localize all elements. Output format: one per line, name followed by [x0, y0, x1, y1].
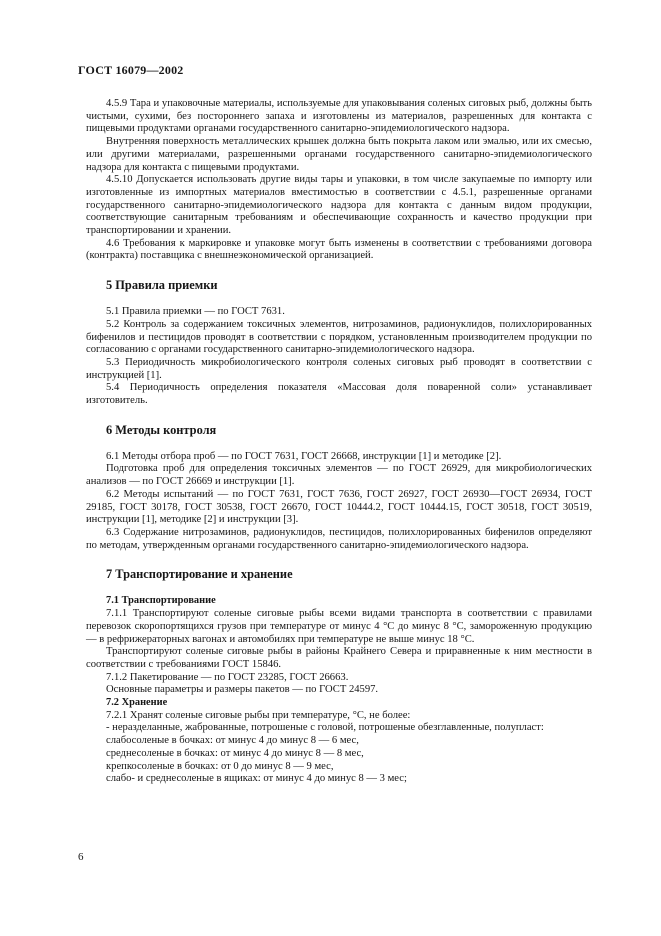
paragraph-5-3: 5.3 Периодичность микробиологического контроля соленых сиговых рыб проводят в соответствии с инструкцией [1].	[86, 356, 592, 381]
list-item: крепкосоленые в бочках: от 0 до минус 8 — 9 мес,	[106, 760, 334, 772]
paragraph-4-5-10: 4.5.10 Допускается использовать другие виды тары и упаковки, в том числе закупаемые по импорту или изготовленные из импортных материалов вместимостью в соответствии с 4.5.1, разрешенные органами государственного санитарно-эпидемиологического надзора для контакта с данным видом продукции, соответствующие санитарным требованиям и обеспечивающие сохранность и качество продукции при транспортировании и хранении.	[86, 174, 592, 237]
paragraph-fish-types: - неразделанные, жаброванные, потрошеные с головой, потрошеные обезглавленные, полупласт:	[106, 722, 544, 734]
page-number: 6	[78, 851, 84, 863]
paragraph-6-1: 6.1 Методы отбора проб — по ГОСТ 7631, ГОСТ 26668, инструкции [1] и методике [2].	[106, 450, 502, 462]
paragraph-5-4: 5.4 Периодичность определения показателя «Массовая доля поваренной соли» устанавливает изготовитель.	[86, 382, 592, 407]
section-5-title: 5 Правила приемки	[106, 278, 218, 293]
paragraph-6-3: 6.3 Содержание нитрозаминов, радионуклидов, пестицидов, полихлорированных бифенилов определяют по методам, утвержденным органами государственного санитарно-эпидемиологического надзора.	[86, 526, 592, 551]
paragraph-4-6: 4.6 Требования к маркировке и упаковке могут быть изменены в соответствии с требованиями договора (контракта) поставщика с внешнеэкономической организацией.	[86, 237, 592, 262]
list-item: слабосоленые в бочках: от минус 4 до минус 8 — 6 мес,	[106, 735, 359, 747]
paragraph-pallet-params: Основные параметры и размеры пакетов — по ГОСТ 24597.	[106, 684, 379, 696]
paragraph-5-2: 5.2 Контроль за содержанием токсичных элементов, нитрозаминов, радионуклидов, полихлорированных бифенилов и пестицидов проводят в соответствии с порядком, установленным производителем продукции по согласованию с органами государственного санитарно-эпидемиологического надзора.	[86, 318, 592, 356]
paragraph-sample-prep: Подготовка проб для определения токсичных элементов — по ГОСТ 26929, для микробиологических анализов — по ГОСТ 26669 и инструкции [1].	[86, 463, 592, 488]
paragraph-5-1: 5.1 Правила приемки — по ГОСТ 7631.	[106, 306, 285, 318]
paragraph-7-2-1: 7.2.1 Хранят соленые сиговые рыбы при температуре, °С, не более:	[106, 709, 411, 721]
list-item: среднесоленые в бочках: от минус 4 до минус 8 — 8 мес,	[106, 747, 364, 759]
paragraph-7-1-2: 7.1.2 Пакетирование — по ГОСТ 23285, ГОСТ 26663.	[106, 671, 349, 683]
document-body	[86, 98, 592, 786]
list-item: слабо- и среднесоленые в ящиках: от минус 4 до минус 8 — 3 мес;	[106, 773, 407, 785]
paragraph-4-5-9: 4.5.9 Тара и упаковочные материалы, используемые для упаковывания соленых сиговых рыб, должны быть чистыми, сухими, без постороннего запаха и изготовлены из материалов, разрешенных для контакта с пищевыми продуктами органами государственного санитарно-эпидемиологического надзора.	[86, 98, 592, 135]
paragraph-lids: Внутренняя поверхность металлических крышек должна быть покрыта лаком или эмалью, или их смесью, или другими материалами, разрешенными органами государственного санитарно-эпидемиологического надзора для контакта с пищевыми продуктами.	[86, 136, 592, 173]
subsection-7-2-title: 7.2 Хранение	[106, 697, 168, 709]
paragraph-6-2: 6.2 Методы испытаний — по ГОСТ 7631, ГОСТ 7636, ГОСТ 26927, ГОСТ 26930—ГОСТ 26934, ГОСТ 29185, ГОСТ 30178, ГОСТ 30538, ГОСТ 26670, ГОСТ 10444.2, ГОСТ 10444.15, ГОСТ 30518, ГОСТ 30519, инструкции [1], методике [2] и инструкции [3].	[86, 488, 592, 526]
document-header: ГОСТ 16079—2002	[78, 63, 184, 77]
paragraph-far-north: Транспортируют соленые сиговые рыбы в районы Крайнего Севера и приравненные к ним местности в соответствии с требованиями ГОСТ 15846.	[86, 646, 592, 670]
paragraph-7-1-1: 7.1.1 Транспортируют соленые сиговые рыбы всеми видами транспорта в соответствии с правилами перевозок скоропортящихся грузов при температуре от минус 4 °С до минус 8 °С, замороженную продукцию — в рефрижераторных вагонах и автомобилях при температуре не выше минус 18 °С.	[86, 608, 592, 645]
section-7-title: 7 Транспортирование и хранение	[106, 567, 293, 582]
subsection-7-1-title: 7.1 Транспортирование	[106, 595, 216, 607]
section-6-title: 6 Методы контроля	[106, 422, 217, 437]
